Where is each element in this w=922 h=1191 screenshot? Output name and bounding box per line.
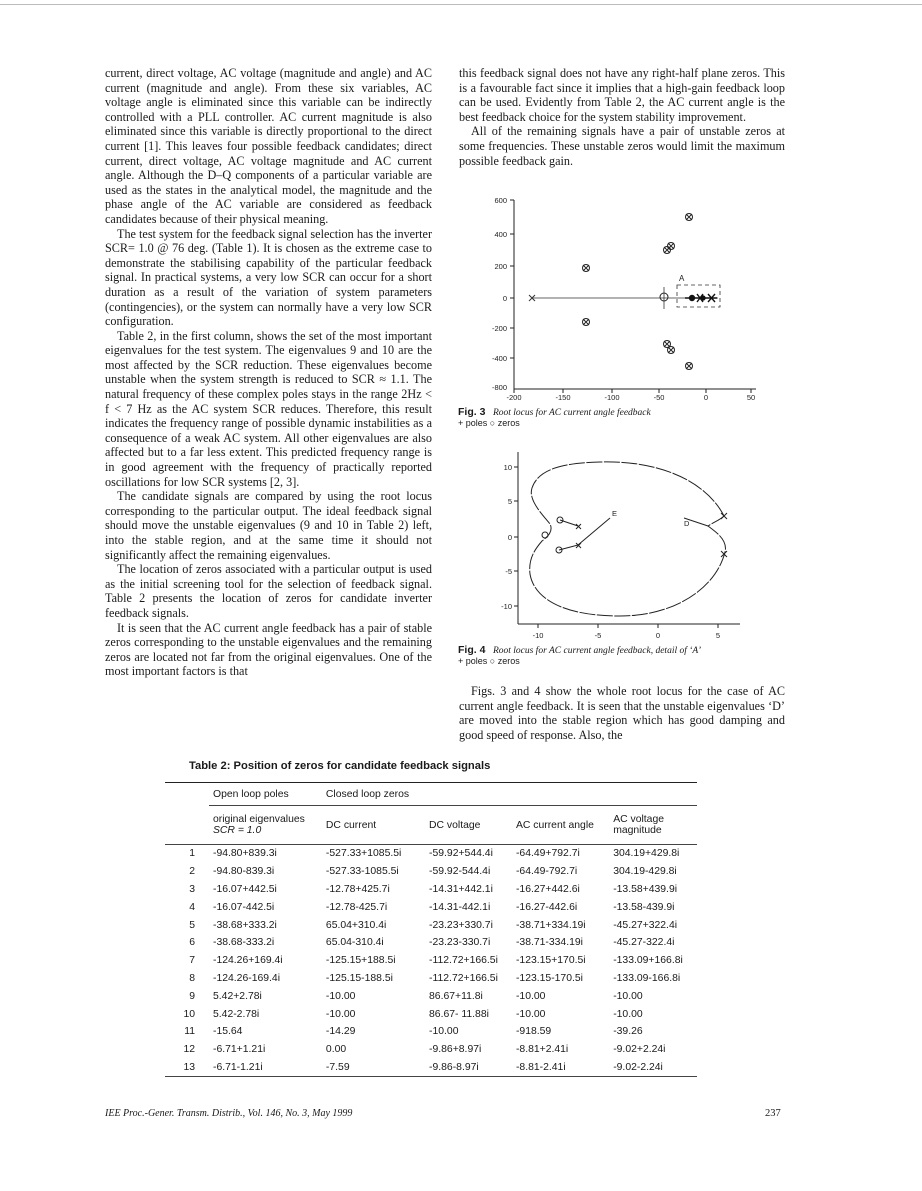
table-cell: -124.26+169.4i — [213, 955, 283, 967]
table-cell: -39.26 — [613, 1026, 643, 1038]
table-cell: -9.02+2.24i — [613, 1044, 666, 1056]
row-number: 11 — [184, 1026, 195, 1038]
left-text-column — [105, 66, 432, 679]
row-number: 9 — [189, 990, 195, 1002]
table-cell: 5.42+2.78i — [213, 990, 262, 1002]
table-cell: -124.26-169.4i — [213, 972, 281, 984]
table-cell: -16.27-442.6i — [515, 901, 578, 913]
table-cell: -8.81+2.41i — [515, 1044, 569, 1056]
table-cell: -94.80+839.3i — [209, 845, 322, 863]
paragraph: current, direct voltage, AC voltage (magnitude and angle) and AC current (magnitude and angle). From these six variables, AC voltage angle is eliminated since this variable can be indirectly controlled with a PLL controller. AC current magnitude is also eliminated since this variable is directly proportional to the direct current [1]. This leaves four possible feedback candidates; direct current, direct voltage, AC voltage magnitude and AC current angle. Although the D–Q components of a particular variable are used as the states in the analytical model, the magnitude and the phase angle of the AC variable are considered as feedback candidates because of their physical meaning. — [105, 66, 432, 226]
fig4-ytick: 5 — [507, 497, 512, 506]
table-cell: -10.00 — [429, 1026, 459, 1038]
fig3-root-locus-plot — [470, 195, 760, 405]
table-cell: -125.15-188.5i — [325, 972, 393, 984]
table-cell: -133.09+166.8i — [613, 955, 683, 967]
table-cell: -10.00 — [515, 990, 546, 1002]
fig3-xtick: 50 — [746, 393, 756, 402]
table-cell: -59.92-544.4i — [429, 866, 491, 878]
table-cell: -16.27+442.6i — [515, 883, 580, 895]
fig4-xtick: -5 — [594, 631, 602, 640]
fig4-title: Root locus for AC current angle feedback, detail of ‘A’ — [492, 646, 702, 656]
fig4-pole-marker — [576, 524, 581, 529]
table-cell: -14.31+442.1i — [429, 883, 493, 895]
table-header-closed-loop: Closed loop zeros — [322, 783, 425, 806]
fig3-ytick: -400 — [491, 354, 507, 363]
fig3-xtick: 0 — [703, 393, 709, 402]
table-row — [165, 987, 697, 1005]
table-cell: -23.23-330.7i — [429, 937, 491, 949]
paragraph: The test system for the feedback signal selection has the inverter SCR= 1.0 @ 76 deg. (Table 1). It is chosen as the extreme case to demonstrate the stabilising capability of the particular feedback signal. In practical systems, a very low SCR can occur for a short duration as a result of the variation of system parameters (contingencies), or the system can normally have a very low SCR configuration. — [105, 226, 432, 329]
table-header-dc-voltage: DC voltage — [425, 806, 512, 845]
page-top-rule — [0, 4, 922, 5]
table-cell: 304.19+429.8i — [609, 845, 697, 863]
table-cell: -9.86+8.97i — [429, 1044, 482, 1056]
fig3-ytick: 400 — [494, 230, 507, 239]
fig3-caption — [458, 407, 758, 428]
fig4-ytick: 10 — [503, 463, 512, 472]
fig3-xtick: -200 — [506, 393, 522, 402]
table-cell: -123.15-170.5i — [515, 972, 583, 984]
row-number: 4 — [189, 901, 195, 913]
table-cell: 0.00 — [325, 1044, 347, 1056]
table-cell: -9.86-8.97i — [425, 1059, 512, 1077]
table-cell: 65.04+310.4i — [325, 919, 387, 931]
table-row — [165, 1059, 697, 1077]
table-cell: -94.80-839.3i — [213, 866, 275, 878]
fig4-pole-marker — [721, 513, 727, 519]
paragraph: Table 2, in the first column, shows the set of the most important eigenvalues for the test system. The eigenvalues 9 and 10 are the most affected by the SCR reduction. These eigenvalues become unstable when the system strength is reduced to SCR ≈ 1.1. The natural frequency of these complex poles stays in the range 2Hz < f < 7 Hz as the AC system SCR reduces. Therefore, this result indicates the frequency range of possible dynamic instabilities as a consequence of a weak AC system. All other eigenvalues are also affected but to a far less extent. This predicted frequency range is in good agreement with the frequency of practically reported oscillations for low SCR systems [2, 3]. — [105, 328, 432, 489]
row-number: 2 — [189, 866, 195, 878]
table-cell: -59.92+544.4i — [425, 845, 512, 863]
table-row — [165, 916, 697, 934]
table-cell: -10.00 — [325, 1008, 356, 1020]
fig3-ytick: -200 — [491, 324, 507, 333]
paragraph: The candidate signals are compared by using the root locus corresponding to the particular output. The ideal feedback signal should move the unstable eigenvalues (9 and 10 in Table 2) left, into the stable region, and at the same time it should not significantly affect the remaining eigenvalues. — [105, 489, 432, 562]
fig3-annotation-a: A — [679, 274, 685, 283]
table-cell: -10.00 — [613, 1008, 643, 1020]
fig3-title: Root locus for AC current angle feedback — [492, 408, 651, 418]
table-cell: -16.07-442.5i — [213, 901, 275, 913]
table-cell: -23.23+330.7i — [429, 919, 493, 931]
fig3-ytick: 0 — [502, 294, 507, 303]
fig4-ytick: 0 — [507, 533, 512, 542]
fig3-ytick: -800 — [491, 383, 507, 392]
footer-page-number: 237 — [765, 1108, 781, 1119]
row-number: 13 — [165, 1059, 209, 1077]
paragraph: It is seen that the AC current angle feedback has a pair of stable zeros corresponding to the unstable eigenvalues and the remaining zeros are located not far from the original eigenvalues. One of the most important factors is that — [105, 620, 432, 679]
table-cell: -133.09-166.8i — [613, 972, 681, 984]
fig4-locus-curve — [530, 462, 726, 616]
table-cell: -7.59 — [322, 1059, 425, 1077]
table-cell: -6.71+1.21i — [213, 1044, 266, 1056]
table-cell: -13.58+439.9i — [613, 883, 678, 895]
right-text-column-top — [459, 66, 785, 168]
table-cell: -12.78+425.7i — [325, 883, 390, 895]
table-row — [165, 970, 697, 988]
table-cell: -918.59 — [515, 1026, 552, 1038]
table-cell: -112.72+166.5i — [429, 955, 498, 967]
fig4-zero-marker — [542, 532, 548, 538]
table-cell: -9.02-2.24i — [609, 1059, 697, 1077]
table-cell: -123.15+170.5i — [515, 955, 586, 967]
fig4-legend: + poles ○ zeros — [458, 656, 520, 666]
paragraph: Figs. 3 and 4 show the whole root locus for the case of AC current angle feedback. It is seen that the unstable eigenvalues ‘D’ are moved into the stable region which has good damping and good speed of response. Also, the — [459, 684, 785, 742]
fig3-xtick: -150 — [555, 393, 571, 402]
table-header-eigenvalues: original eigenvalues SCR = 1.0 — [209, 806, 322, 845]
paragraph: All of the remaining signals have a pair of unstable zeros at some frequencies. These unstable zeros would limit the maximum possible feedback gain. — [459, 124, 785, 168]
table-cell: -64.49-792.7i — [515, 866, 578, 878]
fig4-root-locus-detail-plot — [470, 448, 760, 643]
table-cell: -14.31-442.1i — [429, 901, 491, 913]
row-number: 3 — [189, 883, 195, 895]
table-cell: -112.72+166.5i — [429, 972, 498, 984]
paragraph: The location of zeros associated with a particular output is used as the initial screening tool for the selection of feedback signal. Table 2 presents the location of zeros for candidate inverter feedback signals. — [105, 562, 432, 620]
table-cell: -38.71-334.19i — [515, 937, 583, 949]
table-cell: -45.27-322.4i — [613, 937, 675, 949]
fig3-ytick: 200 — [494, 262, 507, 271]
row-number: 10 — [183, 1008, 195, 1020]
row-number: 7 — [189, 955, 195, 967]
table-cell: -8.81-2.41i — [512, 1059, 609, 1077]
table-cell: -125.15+188.5i — [325, 955, 396, 967]
fig3-ytick: 600 — [494, 196, 507, 205]
fig4-ytick: -10 — [501, 602, 512, 611]
table-row — [165, 845, 697, 863]
table-cell: -38.68+333.2i — [213, 919, 277, 931]
table-cell: -38.68-333.2i — [213, 937, 275, 949]
table-cell: -13.58-439.9i — [613, 901, 675, 913]
table-cell: -14.29 — [325, 1026, 356, 1038]
fig3-label: Fig. 3 — [458, 406, 486, 418]
row-number: 8 — [189, 972, 195, 984]
table-header-open-loop: Open loop poles — [209, 783, 322, 806]
row-number: 12 — [183, 1044, 195, 1056]
fig3-xtick: -100 — [604, 393, 620, 402]
table-cell: 65.04-310.4i — [325, 937, 384, 949]
table2 — [165, 782, 697, 1077]
fig4-xtick: -10 — [532, 631, 544, 640]
fig4-xtick: 5 — [715, 631, 721, 640]
table-cell: -38.71+334.19i — [515, 919, 586, 931]
table-cell: -10.00 — [613, 990, 643, 1002]
paragraph: this feedback signal does not have any right-half plane zeros. This is a favourable fact since it implies that a high-gain feedback loop can be used. Evidently from Table 2, the AC current angle is the best feedback choice for the system stability improvement. — [459, 66, 785, 124]
table-cell: 86.67- 11.88i — [429, 1008, 489, 1020]
table-row — [165, 898, 697, 916]
table-cell: -10.00 — [515, 1008, 546, 1020]
table-row — [165, 881, 697, 899]
table-cell: 86.67+11.8i — [429, 990, 483, 1002]
fig4-label: Fig. 4 — [458, 644, 486, 656]
table-row — [165, 1041, 697, 1059]
table-cell: -527.33-1085.5i — [325, 866, 399, 878]
table-cell: -64.49+792.7i — [512, 845, 609, 863]
table-row — [165, 1005, 697, 1023]
table-cell: -10.00 — [325, 990, 356, 1002]
row-number: 5 — [189, 919, 195, 931]
table-cell: -12.78-425.7i — [325, 901, 388, 913]
row-number: 1 — [165, 845, 209, 863]
table-cell: 304.19-429.8i — [613, 866, 677, 878]
footer-journal: IEE Proc.-Gener. Transm. Distrib., Vol. 146, No. 3, May 1999 — [105, 1108, 353, 1119]
fig3-xtick: -50 — [653, 393, 665, 402]
table-row — [165, 1023, 697, 1041]
table-header-dc-current: DC current — [322, 806, 425, 845]
row-number: 6 — [189, 937, 195, 949]
fig4-xtick: 0 — [655, 631, 661, 640]
table-header-ac-magnitude: AC voltage magnitude — [609, 806, 697, 845]
table-cell: -15.64 — [213, 1026, 243, 1038]
table-row — [165, 863, 697, 881]
fig4-ytick: -5 — [505, 567, 512, 576]
table-header-ac-angle: AC current angle — [512, 806, 609, 845]
fig4-caption — [458, 645, 768, 666]
fig4-annotation-e: E — [612, 509, 618, 518]
table2-body — [165, 845, 697, 1077]
table2-title: Table 2: Position of zeros for candidate feedback signals — [189, 760, 491, 772]
table-cell: -527.33+1085.5i — [322, 845, 425, 863]
table-cell: -45.27+322.4i — [613, 919, 678, 931]
table-cell: -16.07+442.5i — [213, 883, 277, 895]
right-text-column-bottom — [459, 684, 785, 742]
fig3-legend: + poles ○ zeros — [458, 418, 520, 428]
fig4-annotation-d: D — [684, 519, 690, 528]
table-row — [165, 934, 697, 952]
table-cell: -6.71-1.21i — [209, 1059, 322, 1077]
table-cell: 5.42-2.78i — [213, 1008, 260, 1020]
table-row — [165, 952, 697, 970]
